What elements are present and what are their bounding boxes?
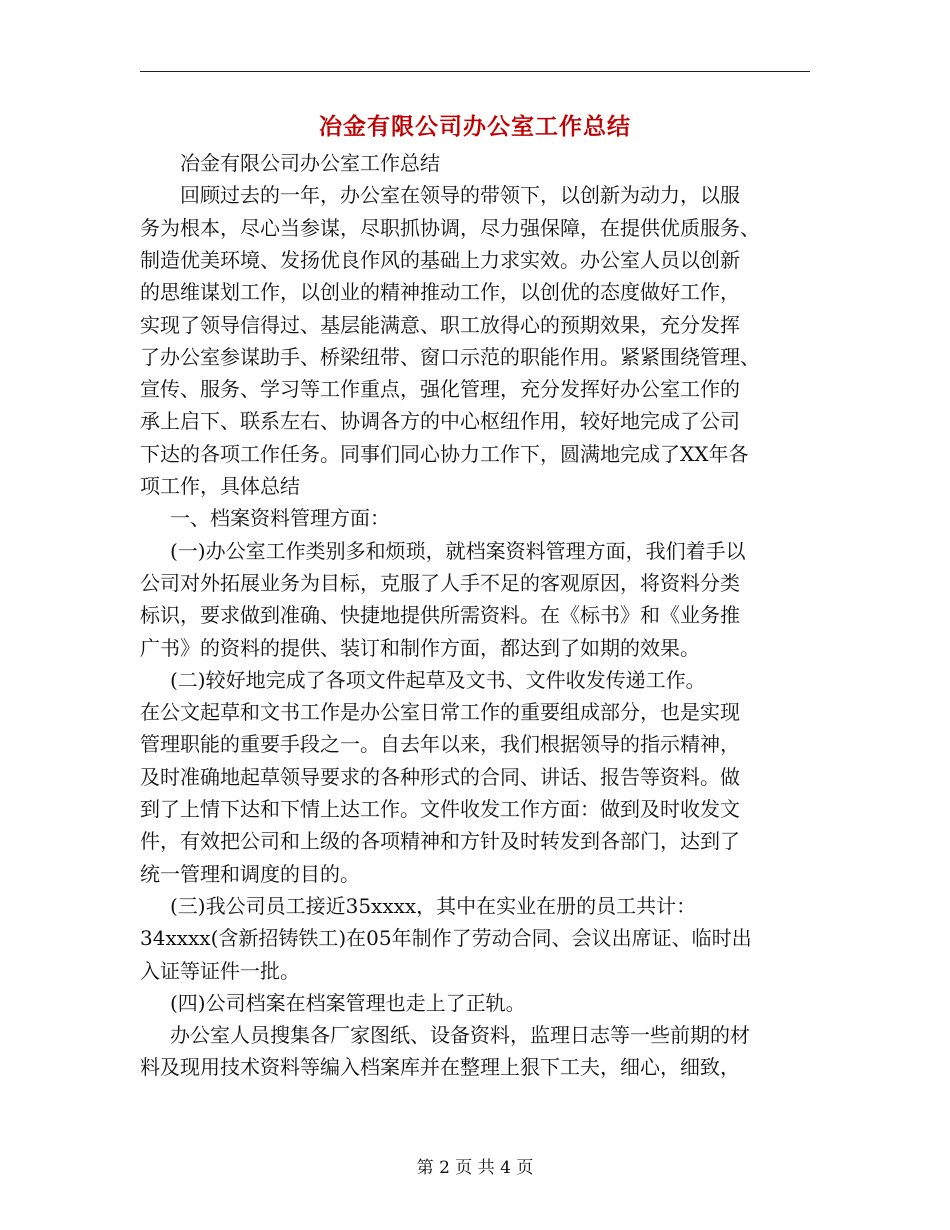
body-line: 了办公室参谋助手、桥梁纽带、窗口示范的职能作用。紧紧围绕管理、 bbox=[140, 344, 760, 369]
body-line: 项工作，具体总结 bbox=[140, 474, 300, 498]
body-line: 到了上情下达和下情上达工作。文件收发工作方面：做到及时收发文 bbox=[140, 797, 740, 821]
body-line: (一)办公室工作类别多和烦琐，就档案资料管理方面，我们着手以 bbox=[170, 538, 746, 563]
body-line: 件，有效把公司和上级的各项精神和方针及时转发到各部门，达到了 bbox=[140, 829, 740, 854]
body-line: 制造优美环境、发扬优良作风的基础上力求实效。办公室人员以创新 bbox=[140, 247, 740, 272]
body-line: 料及现用技术资料等编入档案库并在整理上狠下工夫，细心，细致， bbox=[140, 1055, 740, 1080]
page-footer: 第 2 页 共 4 页 bbox=[416, 1158, 534, 1178]
body-line: 务为根本，尽心当参谋，尽职抓协调，尽力强保障，在提供优质服务、 bbox=[140, 215, 760, 240]
body-line: 办公室人员搜集各厂家图纸、设备资料，监理日志等一些前期的材 bbox=[170, 1023, 750, 1048]
body-line: 冶金有限公司办公室工作总结 bbox=[180, 151, 440, 175]
body-line: 的思维谋划工作，以创业的精神推动工作，以创优的态度做好工作， bbox=[140, 280, 740, 305]
body-line: (三)我公司员工接近35xxxx，其中在实业在册的员工共计： bbox=[170, 893, 697, 918]
body-line: 一、档案资料管理方面： bbox=[170, 506, 390, 531]
body-line: 及时准确地起草领导要求的各种形式的合同、讲话、报告等资料。做 bbox=[140, 764, 740, 789]
body-line: 标识，要求做到准确、快捷地提供所需资料。在《标书》和《业务推 bbox=[140, 603, 740, 628]
body-line: 下达的各项工作任务。同事们同心协力工作下，圆满地完成了XX年各 bbox=[140, 441, 749, 466]
body-line: 管理职能的重要手段之一。自去年以来，我们根据领导的指示精神， bbox=[140, 732, 740, 757]
header-rule bbox=[140, 71, 810, 72]
document-title: 冶金有限公司办公室工作总结 bbox=[319, 114, 631, 140]
body-line: 回顾过去的一年，办公室在领导的带领下，以创新为动力，以服 bbox=[180, 183, 740, 208]
body-line: 实现了领导信得过、基层能满意、职工放得心的预期效果，充分发挥 bbox=[140, 312, 740, 337]
body-line: 承上启下、联系左右、协调各方的中心枢纽作用，较好地完成了公司 bbox=[140, 409, 740, 434]
body-line: 34xxxx(含新招铸铁工)在05年制作了劳动合同、会议出席证、临时出 bbox=[140, 926, 752, 951]
body-line: 统一管理和调度的目的。 bbox=[140, 861, 360, 886]
body-line: 公司对外拓展业务为目标，克服了人手不足的客观原因，将资料分类 bbox=[140, 570, 740, 595]
body-line: 宣传、服务、学习等工作重点，强化管理，充分发挥好办公室工作的 bbox=[140, 377, 740, 402]
body-line: 广书》的资料的提供、装订和制作方面，都达到了如期的效果。 bbox=[140, 635, 700, 660]
body-line: 在公文起草和文书工作是办公室日常工作的重要组成部分，也是实现 bbox=[140, 700, 740, 725]
body-line: (四)公司档案在档案管理也走上了正轨。 bbox=[170, 990, 526, 1015]
body-line: 入证等证件一批。 bbox=[140, 958, 300, 983]
body-line: (二)较好地完成了各项文件起草及文书、文件收发传递工作。 bbox=[170, 667, 706, 692]
